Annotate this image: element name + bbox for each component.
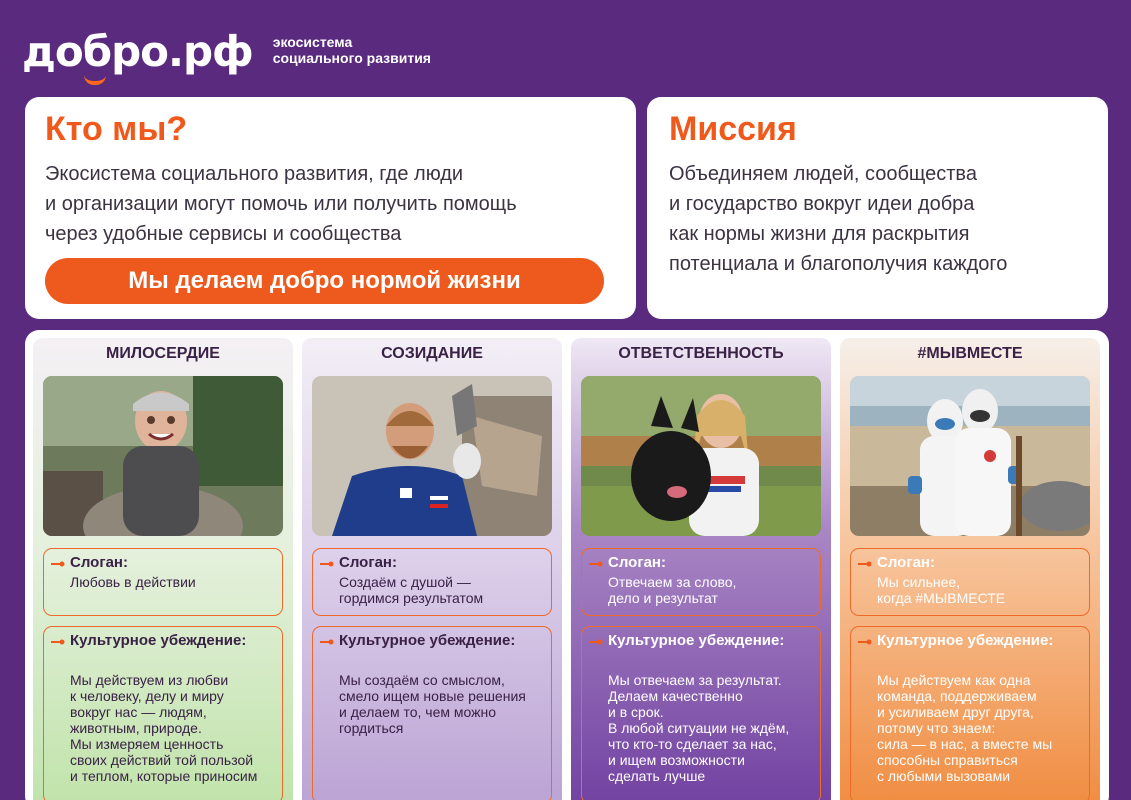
main-slogan-pill: Мы делаем добро нормой жизни: [45, 258, 604, 304]
belief-line: Мы измеряем ценность: [70, 736, 224, 752]
arrow-right-icon: [858, 637, 872, 647]
photo-volunteer-smiling: [43, 376, 283, 536]
mission-text-line: и государство вокруг идеи добра: [669, 193, 975, 215]
arrow-right-icon: [589, 637, 603, 647]
mission-title: Миссия: [669, 110, 797, 148]
slogan-text: [70, 574, 272, 590]
belief-line: своих действий той пользой: [70, 752, 254, 768]
belief-box: [43, 626, 283, 800]
belief-text: [339, 672, 541, 736]
value-column-creation: [302, 338, 562, 800]
slogan-label: Слоган:: [70, 554, 128, 571]
belief-label: Культурное убеждение:: [608, 632, 785, 649]
who-text-line: и организации могут помочь или получить помощь: [45, 193, 517, 215]
belief-line: и в срок.: [608, 704, 664, 720]
slogan-box: [581, 548, 821, 616]
arrow-right-icon: [589, 559, 603, 569]
belief-line: Делаем качественно: [608, 688, 743, 704]
slogan-line: Создаём с душой —: [339, 574, 471, 590]
belief-line: что кто-то сделает за нас,: [608, 736, 777, 752]
who-text-line: Экосистема социального развития, где люди: [45, 163, 464, 185]
tagline-line: социального развития: [272, 50, 431, 66]
photo-volunteers-beach-cleanup: [850, 376, 1090, 536]
arrow-right-icon: [320, 559, 334, 569]
belief-line: и ищем возможности: [608, 752, 745, 768]
arrow-right-icon: [51, 559, 65, 569]
belief-line: Мы действуем из любви: [70, 672, 229, 688]
logo[interactable]: добро.рф: [22, 31, 253, 73]
slogan-line: Мы сильнее,: [877, 574, 961, 590]
value-title: ОТВЕТСТВЕННОСТЬ: [618, 345, 784, 362]
slogan-line: когда #МЫВМЕСТЕ: [877, 590, 1006, 606]
belief-line: и усиливаем друг друга,: [877, 704, 1034, 720]
slogan-line: гордимся результатом: [339, 590, 484, 606]
who-text-line: через удобные сервисы и сообщества: [45, 223, 402, 245]
mission-text-line: Объединяем людей, сообщества: [669, 163, 977, 185]
mission-text-line: как нормы жизни для раскрытия: [669, 223, 970, 245]
logo-smile-icon: [84, 75, 106, 85]
belief-line: с любыми вызовами: [877, 768, 1011, 784]
belief-line: и теплом, которые приносим: [70, 768, 258, 784]
tagline: [273, 34, 431, 66]
belief-label: Культурное убеждение:: [70, 632, 247, 649]
belief-line: животным, природе.: [70, 720, 202, 736]
slogan-line: Отвечаем за слово,: [608, 574, 737, 590]
belief-line: смело ищем новые решения: [339, 688, 526, 704]
belief-line: способны справиться: [877, 752, 1018, 768]
belief-text: [608, 672, 810, 784]
arrow-right-icon: [320, 637, 334, 647]
photo-volunteer-with-dog: [581, 376, 821, 536]
belief-line: Мы действуем как одна: [877, 672, 1031, 688]
tagline-line: экосистема: [272, 34, 353, 50]
arrow-right-icon: [51, 637, 65, 647]
slogan-label: Слоган:: [877, 554, 935, 571]
values-panel: [25, 330, 1109, 800]
slogan-text: [339, 574, 541, 606]
mission-text: [669, 159, 1086, 279]
slogan-line: дело и результат: [608, 590, 718, 606]
who-title: Кто мы?: [45, 110, 188, 148]
arrow-right-icon: [858, 559, 872, 569]
value-title: СОЗИДАНИЕ: [381, 345, 483, 362]
belief-line: гордиться: [339, 720, 404, 736]
belief-label: Культурное убеждение:: [339, 632, 516, 649]
mission-card: [647, 97, 1108, 319]
belief-line: В любой ситуации не ждём,: [608, 720, 790, 736]
slogan-text: [877, 574, 1079, 606]
belief-box: [312, 626, 552, 800]
belief-line: сделать лучше: [608, 768, 706, 784]
photo-volunteer-building: [312, 376, 552, 536]
header: [22, 22, 431, 82]
slogan-box: [850, 548, 1090, 616]
belief-line: Мы отвечаем за результат.: [608, 672, 782, 688]
belief-line: Мы создаём со смыслом,: [339, 672, 505, 688]
belief-box: [581, 626, 821, 800]
slogan-box: [312, 548, 552, 616]
slogan-line: Любовь в действии: [70, 574, 196, 590]
value-column-responsibility: [571, 338, 831, 800]
belief-text: [70, 672, 272, 784]
who-card: [25, 97, 636, 319]
value-column-mercy: [33, 338, 293, 800]
value-title: #МЫВМЕСТЕ: [917, 345, 1023, 362]
value-title: МИЛОСЕРДИЕ: [106, 345, 220, 362]
mission-text-line: потенциала и благополучия каждого: [669, 253, 1008, 275]
belief-line: потому что знаем:: [877, 720, 996, 736]
belief-line: команда, поддерживаем: [877, 688, 1037, 704]
belief-box: [850, 626, 1090, 800]
belief-text: [877, 672, 1079, 784]
belief-line: сила — в нас, а вместе мы: [877, 736, 1053, 752]
value-column-together: [840, 338, 1100, 800]
belief-line: и делаем то, чем можно: [339, 704, 497, 720]
belief-label: Культурное убеждение:: [877, 632, 1054, 649]
slogan-label: Слоган:: [339, 554, 397, 571]
belief-line: вокруг нас — людям,: [70, 704, 207, 720]
who-text: [45, 159, 616, 249]
belief-line: к человеку, делу и миру: [70, 688, 224, 704]
slogan-label: Слоган:: [608, 554, 666, 571]
slogan-box: [43, 548, 283, 616]
slogan-text: [608, 574, 810, 606]
